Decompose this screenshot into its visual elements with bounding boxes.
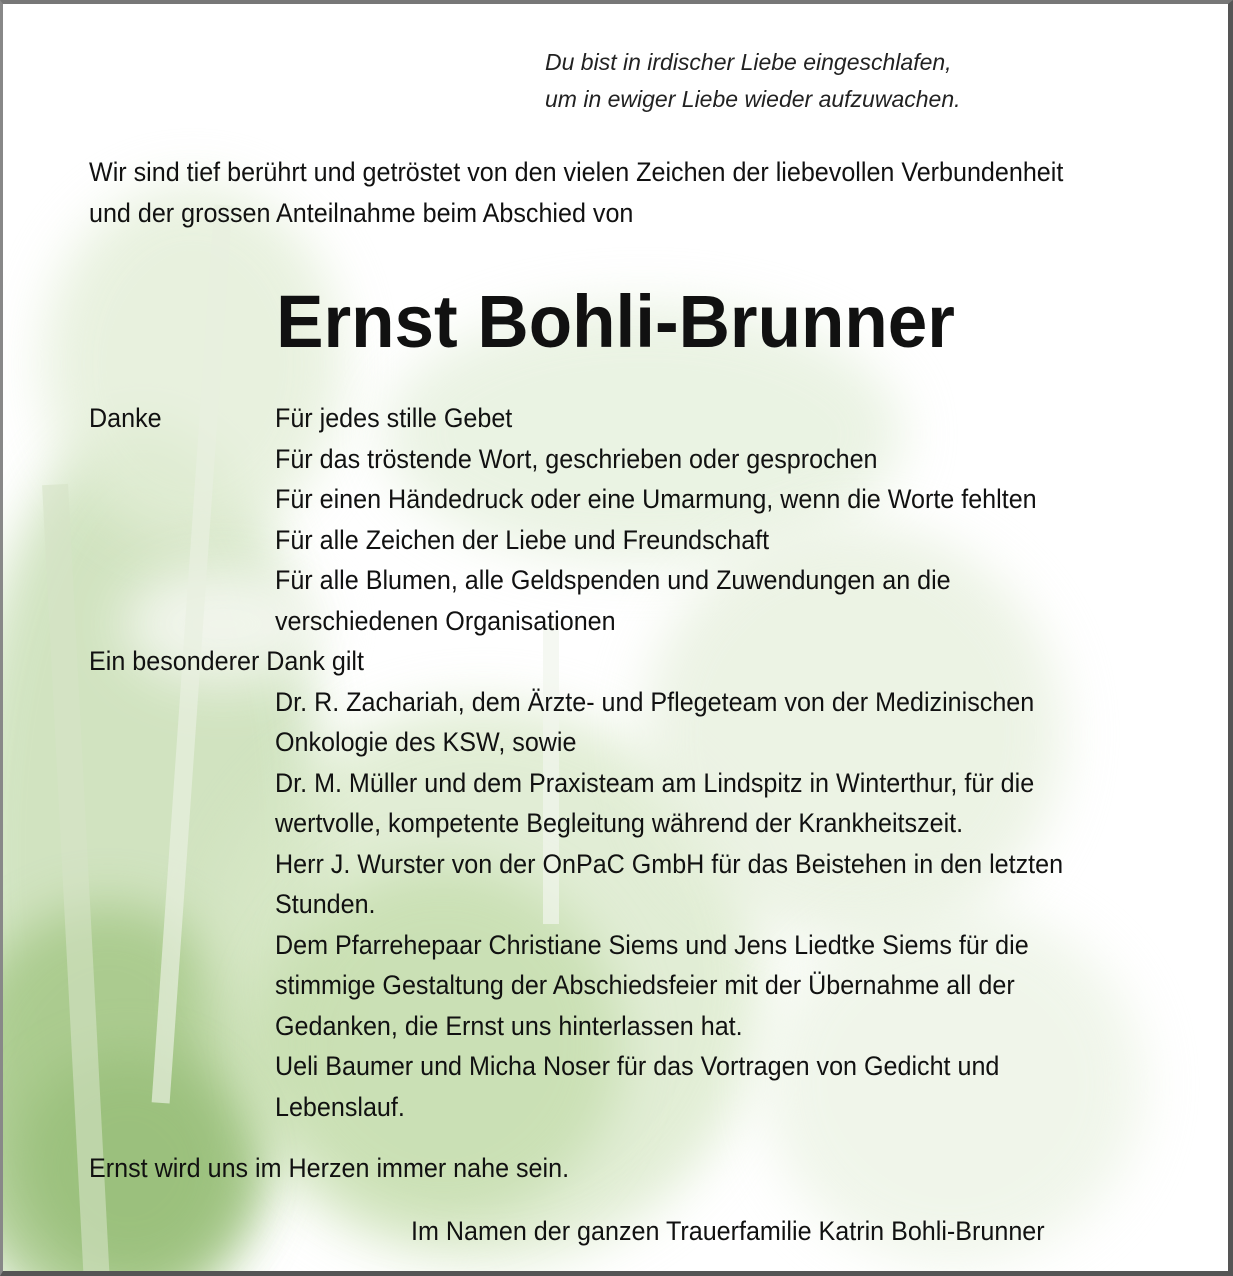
thanks-line: Für alle Blumen, alle Geldspenden und Zuwendungen an die [275,565,951,595]
signature: Im Namen der ganzen Trauerfamilie Katrin Bohli-Brunner [411,1216,1045,1246]
motto-line: um in ewiger Liebe wieder aufzuwachen. [545,86,961,112]
special-thanks-line: Lebenslauf. [275,1091,405,1122]
special-thanks-line: stimmige Gestaltung der Abschiedsfeier mit der Übernahme all der [275,970,1015,1000]
special-thanks-line: Ueli Baumer und Micha Noser für das Vortragen von Gedicht und [275,1051,1000,1081]
special-thanks-line: Dr. M. Müller und dem Praxisteam am Lindspitz in Winterthur, für die [275,767,1035,798]
special-thanks-line: Onkologie des KSW, sowie [275,727,577,757]
deceased-name: Ernst Bohli-Brunner [276,280,955,363]
intro-line: und der grossen Anteilnahme beim Abschied von [89,198,634,228]
intro-paragraph [89,152,1063,234]
special-thanks-line: Dr. R. Zachariah, dem Ärzte- und Pflegeteam von der Medizinischen [275,686,1035,717]
thanks-line: verschiedenen Organisationen [275,605,616,636]
motto-quote [545,44,961,118]
thanks-line: Für das tröstende Wort, geschrieben oder gesprochen [275,443,878,474]
intro-line: Wir sind tief berührt und getröstet von den vielen Zeichen der liebevollen Verbundenheit [89,157,1064,187]
thanks-line: Für jedes stille Gebet [275,403,513,433]
special-thanks-line: Herr J. Wurster von der OnPaC GmbH für das Beistehen in den letzten [275,848,1064,879]
special-thanks-line: Stunden. [275,889,376,919]
special-thanks-line: Gedanken, die Ernst uns hinterlassen hat. [275,1010,743,1041]
thanks-line: Für alle Zeichen der Liebe und Freundschaft [275,524,770,555]
special-thanks-line: Dem Pfarrehepaar Christiane Siems und Jens Liedtke Siems für die [275,929,1029,960]
thanks-line: Für einen Händedruck oder eine Umarmung, wenn die Worte fehlten [275,484,1037,514]
special-thanks-line: wertvolle, kompetente Begleitung während der Krankheitszeit. [275,808,964,838]
motto-line: Du bist in irdischer Liebe eingeschlafen, [545,49,952,75]
closing-line: Ernst wird uns im Herzen immer nahe sein. [89,1153,570,1183]
thanks-label: Danke [89,403,162,433]
special-thanks-label: Ein besonderer Dank gilt [89,646,364,676]
